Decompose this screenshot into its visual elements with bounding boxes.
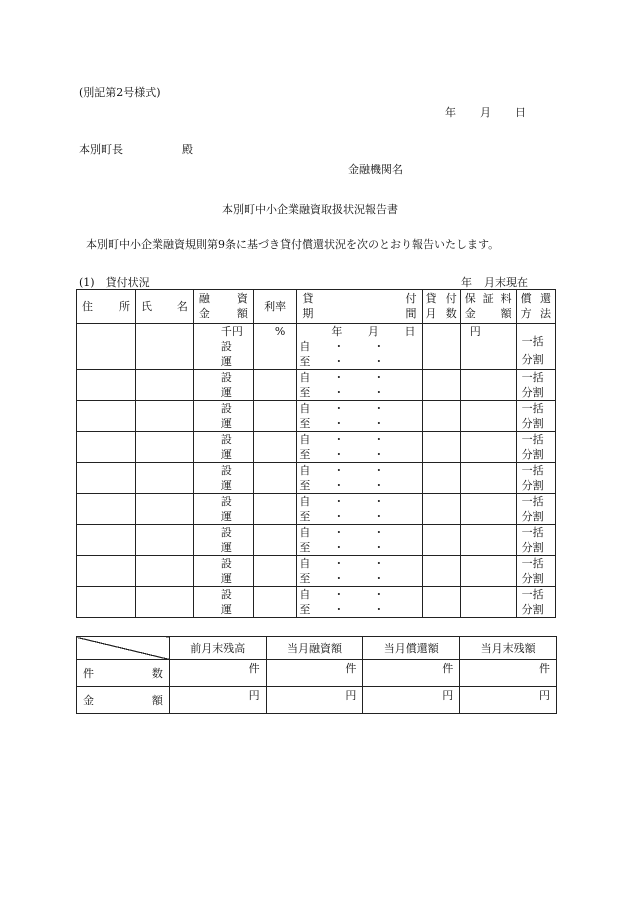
cell-name <box>135 494 193 525</box>
summary-column-header: 当月融資額 <box>266 637 363 660</box>
repay-install: 分割 <box>521 386 544 399</box>
summary-row-label-text-char: 額 <box>151 693 163 707</box>
period-dot: ・ <box>373 371 385 384</box>
cell-months <box>422 324 460 370</box>
header-guarantee-line1-char: 保 <box>464 292 476 305</box>
period-to-label: 至 <box>299 417 311 430</box>
header-guarantee-line1-char: 証 <box>482 292 494 305</box>
period-to-label: 至 <box>299 355 311 368</box>
header-amount-line2-char: 額 <box>236 307 248 320</box>
cell-rate <box>253 525 296 556</box>
header-guarantee-line2-char: 額 <box>500 307 512 320</box>
period-dot: ・ <box>333 448 345 461</box>
period-from-line <box>299 556 415 571</box>
period-from-label: 自 <box>299 464 311 477</box>
cell-name <box>135 587 193 618</box>
header-name <box>135 290 193 324</box>
cell-guarantee <box>460 401 516 432</box>
cell-months <box>422 525 460 556</box>
repay-lump: 一括 <box>521 495 544 508</box>
period-from-line <box>299 494 415 509</box>
cell-amount <box>193 401 253 432</box>
doc-title: 本別町中小企業融資取扱状況報告書 <box>222 203 398 216</box>
period-dot: ・ <box>373 557 385 570</box>
repay-lump: 一括 <box>521 433 544 446</box>
repay-lump: 一括 <box>521 464 544 477</box>
period-dot: ・ <box>373 464 385 477</box>
cell-repay <box>516 432 555 463</box>
period-dot: ・ <box>333 510 345 523</box>
label-operating: 運 <box>220 417 232 430</box>
period-dot: ・ <box>333 340 345 353</box>
summary-row-label-text-char: 金 <box>83 693 94 707</box>
period-dot: ・ <box>333 526 345 539</box>
label-operating: 運 <box>220 510 232 523</box>
cell-months <box>422 370 460 401</box>
loan-row <box>77 432 556 463</box>
period-dot: ・ <box>373 433 385 446</box>
period-to-label: 至 <box>299 510 311 523</box>
summary-value-cell: 円 <box>169 687 266 714</box>
label-facility: 設 <box>220 526 232 539</box>
period-to-line <box>299 571 415 586</box>
cell-period <box>297 401 422 432</box>
label-facility: 設 <box>220 495 232 508</box>
header-amount-line2-char: 金 <box>198 307 210 320</box>
cell-months <box>422 494 460 525</box>
period-from-label: 自 <box>299 495 311 508</box>
header-amount-line1-char: 融 <box>198 292 210 305</box>
summary-value-cell: 円 <box>363 687 460 714</box>
date-day: 日 <box>515 106 526 119</box>
cell-period <box>297 432 422 463</box>
header-period-char: 期 <box>302 307 314 320</box>
cell-address <box>77 370 136 401</box>
cell-repay <box>516 370 555 401</box>
header-name-text-char: 名 <box>176 300 188 313</box>
header-months-line1 <box>426 291 457 306</box>
period-dot: ・ <box>333 417 345 430</box>
label-facility: 設 <box>220 557 232 570</box>
cell-period <box>297 556 422 587</box>
label-facility: 設 <box>220 588 232 601</box>
addressee-honorific: 殿 <box>182 143 193 156</box>
repay-install: 分割 <box>521 603 544 616</box>
cell-repay <box>516 401 555 432</box>
loan-row <box>77 324 556 370</box>
header-guarantee-line1-char: 料 <box>500 292 512 305</box>
as-of-month: 月末現在 <box>484 276 528 289</box>
repay-install: 分割 <box>521 417 544 430</box>
header-guarantee <box>460 290 516 324</box>
period-to-line <box>299 385 415 400</box>
cell-address <box>77 432 136 463</box>
date-month: 月 <box>480 106 491 119</box>
period-to-line <box>299 354 415 369</box>
label-operating: 運 <box>220 386 232 399</box>
summary-table <box>76 636 557 714</box>
period-from-label: 自 <box>299 433 311 446</box>
summary-value-cell: 件 <box>460 660 557 687</box>
summary-row-label <box>77 687 170 714</box>
period-dot: ・ <box>333 588 345 601</box>
period-to-label: 至 <box>299 603 311 616</box>
summary-value-cell: 件 <box>363 660 460 687</box>
cell-months <box>422 401 460 432</box>
cell-address <box>77 525 136 556</box>
repay-lump: 一括 <box>521 557 544 570</box>
summary-column-header: 当月末残額 <box>460 637 557 660</box>
summary-row-label-text <box>83 666 163 681</box>
loan-row <box>77 370 556 401</box>
header-repay-line1-char: 還 <box>540 292 551 305</box>
header-guarantee-line2-char: 金 <box>464 307 476 320</box>
period-dot: ・ <box>373 386 385 399</box>
period-from-label: 自 <box>299 557 311 570</box>
period-dot: ・ <box>373 402 385 415</box>
period-dot: ・ <box>333 557 345 570</box>
cell-amount <box>193 525 253 556</box>
summary-value-cell: 件 <box>266 660 363 687</box>
period-from-label: 自 <box>299 340 311 353</box>
summary-column-header: 前月末残高 <box>169 637 266 660</box>
unit-percent: % <box>274 325 286 338</box>
form-label: (別記第2号様式) <box>79 86 161 99</box>
cell-rate <box>253 432 296 463</box>
header-repay <box>516 290 555 324</box>
period-dot: ・ <box>333 495 345 508</box>
cell-guarantee <box>460 494 516 525</box>
period-dot: ・ <box>373 479 385 492</box>
cell-repay <box>516 463 555 494</box>
header-period-char: 間 <box>405 307 417 320</box>
header-amount-line1-char: 資 <box>236 292 248 305</box>
period-to-line <box>299 602 415 617</box>
cell-period <box>297 370 422 401</box>
cell-guarantee <box>460 463 516 494</box>
header-months-line2-char: 月 <box>425 307 437 320</box>
cell-address <box>77 556 136 587</box>
period-to-line <box>299 416 415 431</box>
cell-rate <box>253 494 296 525</box>
cell-name <box>135 401 193 432</box>
cell-amount <box>193 587 253 618</box>
header-repay-line2 <box>521 306 551 321</box>
repay-lump: 一括 <box>521 588 544 601</box>
summary-row-label <box>77 660 170 687</box>
header-months-line2-char: 数 <box>445 307 457 320</box>
cell-guarantee <box>460 587 516 618</box>
unit-yen: 円 <box>469 325 481 338</box>
header-months-line2 <box>426 306 457 321</box>
label-operating: 運 <box>220 541 232 554</box>
header-period-char: 付 <box>405 292 417 305</box>
period-from-line <box>299 339 415 354</box>
cell-address <box>77 401 136 432</box>
repay-install: 分割 <box>521 510 544 523</box>
repay-lump: 一括 <box>521 526 544 539</box>
period-to-label: 至 <box>299 479 311 492</box>
repay-lump: 一括 <box>521 335 544 348</box>
period-unit-char: 日 <box>404 325 416 338</box>
summary-value-cell: 円 <box>460 687 557 714</box>
repay-lump: 一括 <box>521 402 544 415</box>
section1-label: (1) 貸付状況 <box>79 276 150 289</box>
header-name-text-char: 氏 <box>140 300 152 313</box>
label-facility: 設 <box>220 371 232 384</box>
cell-name <box>135 463 193 494</box>
label-facility: 設 <box>220 340 232 353</box>
as-of-year: 年 <box>461 276 472 289</box>
label-operating: 運 <box>220 603 232 616</box>
period-dot: ・ <box>333 371 345 384</box>
repay-install: 分割 <box>521 448 544 461</box>
intro-text: 本別町中小企業融資規則第9条に基づき貸付償還状況を次のとおり報告いたします。 <box>86 238 500 251</box>
period-to-label: 至 <box>299 386 311 399</box>
addressee-town-head: 本別町長 <box>79 143 123 156</box>
summary-row <box>77 687 557 714</box>
cell-guarantee <box>460 432 516 463</box>
cell-rate <box>253 401 296 432</box>
date-year: 年 <box>445 106 456 119</box>
loan-row <box>77 587 556 618</box>
summary-value-cell: 円 <box>266 687 363 714</box>
period-ymd-units <box>299 324 415 339</box>
header-repay-line1-char: 償 <box>520 292 532 305</box>
period-dot: ・ <box>373 495 385 508</box>
cell-repay <box>516 525 555 556</box>
label-facility: 設 <box>220 433 232 446</box>
cell-repay <box>516 556 555 587</box>
period-from-label: 自 <box>299 526 311 539</box>
label-operating: 運 <box>220 355 232 368</box>
period-from-line <box>299 463 415 478</box>
period-dot: ・ <box>373 417 385 430</box>
period-to-line <box>299 447 415 462</box>
period-dot: ・ <box>373 340 385 353</box>
period-from-line <box>299 370 415 385</box>
cell-amount <box>193 494 253 525</box>
institution-label: 金融機関名 <box>348 163 403 176</box>
cell-period <box>297 494 422 525</box>
repay-install: 分割 <box>521 541 544 554</box>
header-months <box>422 290 460 324</box>
cell-address <box>77 494 136 525</box>
header-address-text-char: 住 <box>82 300 93 313</box>
period-to-label: 至 <box>299 572 311 585</box>
label-facility: 設 <box>220 402 232 415</box>
period-dot: ・ <box>373 526 385 539</box>
period-dot: ・ <box>373 541 385 554</box>
cell-address <box>77 463 136 494</box>
summary-value-cell: 件 <box>169 660 266 687</box>
header-guarantee-line1 <box>465 291 512 306</box>
cell-period <box>297 324 422 370</box>
cell-guarantee <box>460 556 516 587</box>
loan-row <box>77 556 556 587</box>
cell-guarantee <box>460 370 516 401</box>
repay-lump: 一括 <box>521 371 544 384</box>
cell-amount <box>193 556 253 587</box>
label-operating: 運 <box>220 572 232 585</box>
cell-address <box>77 587 136 618</box>
cell-months <box>422 556 460 587</box>
summary-row-label-text-char: 件 <box>83 666 94 680</box>
repay-install: 分割 <box>521 353 544 366</box>
repay-install: 分割 <box>521 572 544 585</box>
period-from-line <box>299 587 415 602</box>
loan-row <box>77 525 556 556</box>
repay-install: 分割 <box>521 479 544 492</box>
cell-amount <box>193 324 253 370</box>
label-operating: 運 <box>220 479 232 492</box>
header-period-char: 貸 <box>302 292 314 305</box>
cell-repay <box>516 324 555 370</box>
period-dot: ・ <box>373 448 385 461</box>
period-dot: ・ <box>333 402 345 415</box>
cell-rate <box>253 324 296 370</box>
summary-column-header: 当月償還額 <box>363 637 460 660</box>
period-to-label: 至 <box>299 541 311 554</box>
period-dot: ・ <box>373 572 385 585</box>
cell-guarantee <box>460 525 516 556</box>
loan-status-table <box>76 289 556 618</box>
cell-name <box>135 525 193 556</box>
header-name-text <box>141 299 188 314</box>
cell-months <box>422 432 460 463</box>
header-address-text-char: 所 <box>118 300 130 313</box>
period-unit-char: 年 <box>331 325 343 338</box>
cell-period <box>297 587 422 618</box>
summary-row <box>77 660 557 687</box>
period-dot: ・ <box>333 355 345 368</box>
header-period-grid <box>302 291 416 321</box>
period-to-line <box>299 509 415 524</box>
cell-name <box>135 556 193 587</box>
period-unit-char: 月 <box>367 325 379 338</box>
cell-rate <box>253 556 296 587</box>
period-from-line <box>299 432 415 447</box>
cell-amount <box>193 370 253 401</box>
header-guarantee-line2 <box>465 306 512 321</box>
header-repay-line2-char: 法 <box>540 307 551 320</box>
cell-repay <box>516 587 555 618</box>
summary-row-label-text <box>83 693 163 708</box>
period-from-line <box>299 401 415 416</box>
period-dot: ・ <box>333 541 345 554</box>
loan-row <box>77 401 556 432</box>
period-dot: ・ <box>373 603 385 616</box>
header-repay-line2-char: 方 <box>520 307 532 320</box>
cell-amount <box>193 463 253 494</box>
header-amount-line1 <box>199 291 248 306</box>
loan-row <box>77 463 556 494</box>
cell-repay <box>516 494 555 525</box>
loan-row <box>77 494 556 525</box>
period-dot: ・ <box>333 433 345 446</box>
header-address-text <box>82 299 130 314</box>
header-repay-line1 <box>521 291 551 306</box>
cell-rate <box>253 587 296 618</box>
cell-amount <box>193 432 253 463</box>
cell-name <box>135 324 193 370</box>
cell-period <box>297 463 422 494</box>
summary-row-label-text-char: 数 <box>151 666 163 680</box>
period-from-label: 自 <box>299 402 311 415</box>
cell-rate <box>253 463 296 494</box>
period-dot: ・ <box>373 510 385 523</box>
header-amount-line2 <box>199 306 248 321</box>
cell-months <box>422 463 460 494</box>
period-from-label: 自 <box>299 371 311 384</box>
period-dot: ・ <box>373 588 385 601</box>
period-dot: ・ <box>373 355 385 368</box>
cell-rate <box>253 370 296 401</box>
cell-address <box>77 324 136 370</box>
period-dot: ・ <box>333 464 345 477</box>
header-months-line1-char: 付 <box>445 292 457 305</box>
period-from-line <box>299 525 415 540</box>
header-address <box>77 290 136 324</box>
cell-name <box>135 432 193 463</box>
period-from-label: 自 <box>299 588 311 601</box>
unit-thousand-yen: 千円 <box>220 325 243 338</box>
header-amount <box>193 290 253 324</box>
period-to-line <box>299 478 415 493</box>
period-to-label: 至 <box>299 448 311 461</box>
label-operating: 運 <box>220 448 232 461</box>
summary-corner-diagonal <box>77 637 170 660</box>
label-facility: 設 <box>220 464 232 477</box>
cell-guarantee <box>460 324 516 370</box>
period-dot: ・ <box>333 603 345 616</box>
period-dot: ・ <box>333 572 345 585</box>
header-rate <box>253 290 296 324</box>
cell-months <box>422 587 460 618</box>
header-period <box>297 290 422 324</box>
cell-period <box>297 525 422 556</box>
period-to-line <box>299 540 415 555</box>
period-dot: ・ <box>333 479 345 492</box>
cell-name <box>135 370 193 401</box>
period-dot: ・ <box>333 386 345 399</box>
header-rate-text: 利率 <box>264 300 287 313</box>
header-months-line1-char: 貸 <box>425 292 437 305</box>
